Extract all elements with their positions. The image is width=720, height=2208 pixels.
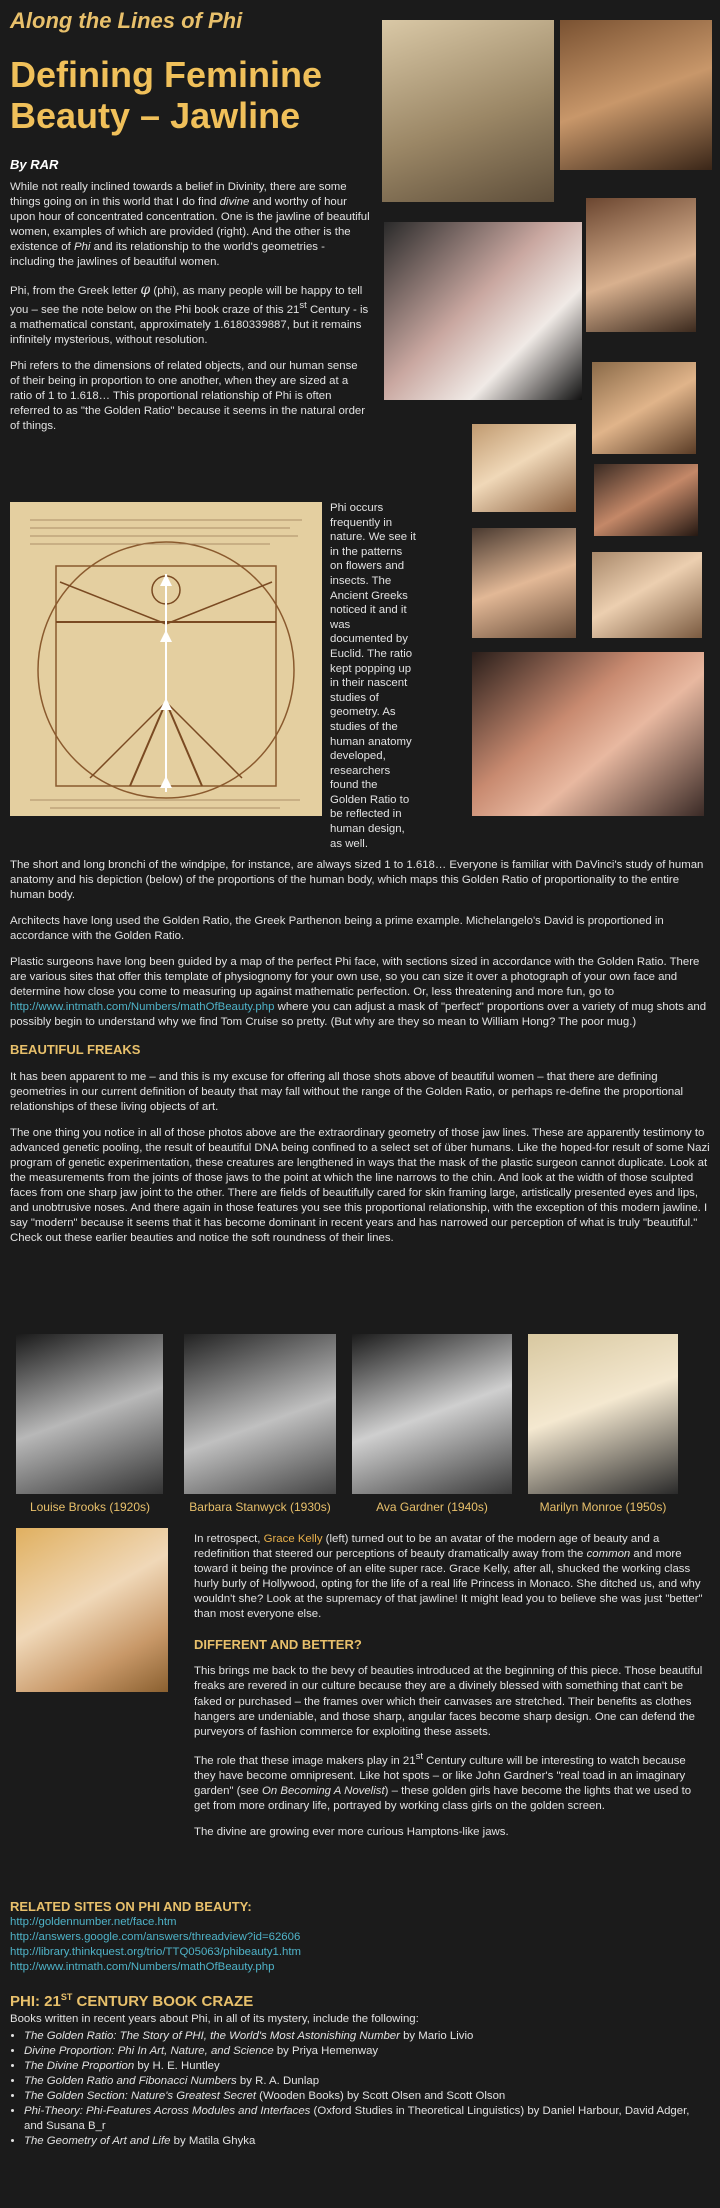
related-link-3[interactable]: http://library.thinkquest.org/trio/TTQ05063/phibeauty1.htm	[10, 1946, 302, 1959]
grace-kelly-photo	[16, 1528, 168, 1692]
barbara-stanwyck-photo	[184, 1334, 336, 1494]
caption-marilyn-monroe: Marilyn Monroe (1950s)	[539, 1500, 667, 1514]
grace-kelly-name: Grace Kelly	[263, 1533, 323, 1545]
paragraph-7: Plastic surgeons have long been guided by a map of the perfect Phi face, with sections sized in accordance with the Golden Ratio. There are various sites that offer this template of physiognomy for your own use, so you can size it over a photograph of your own face and determine how close you come to measuring up against mathematic perfection. Or, less threatening and more fun, go to http://www.intmath.com/Numbers/mathOfBeauty.php where you can adjust a mask of "perfect" proportions over a variety of mug shots and possibly begin to understand why we find Tom Cruise so pretty. (But why are they so mean to William Hong? The poor mug.)	[10, 956, 707, 1029]
book-list	[10, 2029, 710, 2149]
site-header: Along the Lines of Phi	[10, 8, 243, 33]
vitruvian-man-image	[10, 502, 322, 816]
model-photo-2	[560, 20, 712, 170]
grace-kelly-section	[194, 1532, 706, 1851]
caption-ava-gardner: Ava Gardner (1940s)	[376, 1500, 488, 1514]
list-item: • The Geometry of Art and Life by Matila Ghyka	[24, 2134, 710, 2149]
vitruvian-drawing-icon	[10, 502, 322, 816]
paragraph-5: The short and long bronchi of the windpipe, for instance, are always sized 1 to 1.618… Everyone is familiar with DaVinci's study of human anatomy and his depiction (below) of the proportions of the human body, which maps this Golden Ratio of proportionality to the entire human body.	[10, 859, 704, 902]
model-photo-1	[382, 20, 554, 202]
related-link-4[interactable]: http://www.intmath.com/Numbers/mathOfBeauty.php	[10, 1961, 275, 1974]
paragraph-6: Architects have long used the Golden Ratio, the Greek Parthenon being a prime example. Michelangelo's David is proportioned in accordance with the Golden Ratio.	[10, 915, 664, 943]
page-title: Defining Feminine Beauty – Jawline	[10, 54, 323, 137]
model-photo-8	[472, 528, 576, 638]
caption-louise-brooks: Louise Brooks (1920s)	[29, 1500, 151, 1514]
model-photo-7	[594, 464, 698, 536]
phi-in-nature-text: Phi occurs frequently in nature. We see it in the patterns on flowers and insects. The Ancient Greeks noticed it and it was documented by Euclid. The ratio kept popping up in their nascent studies of geometry. As studies of the human anatomy developed, researchers found the Golden Ratio to be reflected in human design, as well.	[330, 502, 416, 850]
math-of-beauty-link[interactable]: http://www.intmath.com/Numbers/mathOfBeauty.php	[10, 1001, 275, 1014]
model-photo-5	[592, 362, 696, 454]
book-craze	[10, 1992, 710, 2149]
book-craze-intro: Books written in recent years about Phi, in all of its mystery, include the following:	[10, 2012, 419, 2025]
model-photo-9	[592, 552, 702, 638]
section-heading-different: DIFFERENT AND BETTER?	[194, 1637, 362, 1653]
paragraph-8: It has been apparent to me – and this is my excuse for offering all those shots above of beautiful women – that there are defining geometries in our current definition of beauty that may fall without the range of the Golden Ratio, or perhaps re-define the proportional relationships of these living objects of art.	[10, 1070, 684, 1113]
paragraph-2: Phi, from the Greek letter φ (phi), as many people will be happy to tell you – see the note below on the Phi book craze of this 21st Century - is a mathematical constant, approximately 1.6180339887, but it remains infinitely mysterious, without resolution.	[10, 282, 369, 346]
list-item: • Divine Proportion: Phi In Art, Nature, and Science by Priya Hemenway	[24, 2044, 710, 2059]
paragraph-13: The divine are growing ever more curious Hamptons-like jaws.	[194, 1825, 509, 1838]
byline: By RAR	[10, 157, 59, 172]
paragraph-11: This brings me back to the bevy of beauties introduced at the beginning of this piece. Those beautiful freaks are revered in our culture because they are a divinely blessed with something that can't be faked or purchased – the frames over which their canvases are stretched. Their benefits as clothes hangers are undeniable, and those sharp, angular faces become sharp design. One can defend the purveyors of fashion commerce for exploiting these assets.	[194, 1665, 703, 1738]
book-craze-heading: PHI: 21ST CENTURY BOOK CRAZE	[10, 1992, 254, 2010]
paragraph-12: The role that these image makers play in 21st Century culture will be interesting to watch because they have become omnipresent. Like hot spots – or like John Gardner's "real toad in an imaginary garden" (see On Becoming A Novelist) – these golden girls have become the lights that we used to get from more ordinary life, portrayed by working class girls on the golden screen.	[194, 1750, 692, 1812]
article-body	[10, 858, 710, 1257]
list-item: • The Divine Proportion by H. E. Huntley	[24, 2059, 710, 2074]
related-sites	[10, 1898, 710, 1975]
model-photo-4	[586, 198, 696, 332]
model-photo-6	[472, 424, 576, 512]
related-sites-heading: RELATED SITES ON PHI AND BEAUTY:	[10, 1899, 252, 1914]
paragraph-10: In retrospect, Grace Kelly (left) turned out to be an avatar of the modern age of beauty and a redefinition that steered our perceptions of beauty dramatically away from the common and more toward it being the province of an elite super race. Grace Kelly, after all, shucked the working class hurly burly of Hollywood, opting for the life of a real life Princess in Monaco. She ditched us, and why wouldn't she? Look at the supremacy of that jawline! It might lead you to believe she was just "better" than most everyone else.	[194, 1533, 703, 1621]
list-item: • The Golden Ratio: The Story of PHI, the World's Most Astonishing Number by Mario Livio	[24, 2029, 710, 2044]
related-link-1[interactable]: http://goldennumber.net/face.htm	[10, 1916, 177, 1929]
marilyn-monroe-photo	[528, 1334, 678, 1494]
related-link-2[interactable]: http://answers.google.com/answers/threadview?id=62606	[10, 1931, 301, 1944]
paragraph-3: Phi refers to the dimensions of related objects, and our human sense of their being in proportion to one another, when they are sized at a ratio of 1 to 1.618… This proportional relationship of Phi is often referred to as "the Golden Ratio" because it seems in the natural order of things.	[10, 359, 366, 432]
phi-symbol: φ	[140, 282, 151, 299]
list-item: • Phi-Theory: Phi-Features Across Modules and Interfaces (Oxford Studies in Theoretical Linguistics) by Daniel Harbour, David Adger, and Susana B_r	[24, 2104, 710, 2134]
ava-gardner-photo	[352, 1334, 512, 1494]
section-heading-freaks: BEAUTIFUL FREAKS	[10, 1042, 141, 1058]
paragraph-1: While not really inclined towards a belief in Divinity, there are some things going on in this world that I do find divine and worthy of hour upon hour of concentrated concentration. One is the jawline of beautiful women, examples of which are provided (right). And the other is the existence of Phi and its relationship to the world's geometries - including the jawlines of beautiful women.	[10, 181, 370, 269]
model-photo-3	[384, 222, 582, 400]
list-item: • The Golden Ratio and Fibonacci Numbers by R. A. Dunlap	[24, 2074, 710, 2089]
intro-column	[10, 180, 370, 445]
louise-brooks-photo	[16, 1334, 163, 1494]
list-item: • The Golden Section: Nature's Greatest Secret (Wooden Books) by Scott Olsen and Scott Olson	[24, 2089, 710, 2104]
caption-barbara-stanwyck: Barbara Stanwyck (1930s)	[189, 1500, 331, 1514]
model-photo-10	[472, 652, 704, 816]
paragraph-9: The one thing you notice in all of those photos above are the extraordinary geometry of those jaw lines. These are apparently testimony to advanced genetic pooling, the result of beautiful DNA being confined to a select set of über humans. Like the hoped-for result of some Nazi program of genetic experimentation, these creatures are lengthened in ways that the mask of the plastic surgeon cannot duplicate. Look at the measurements from the joints of those jaws to the point at which the line narrows to the chin. And look at the width of those sculpted faces from one sharp jaw joint to the other. There are fields of beautifully cared for skin framing large, artistically presented eyes and lips, and unobtrusive noses. And there again in those features you see this proportional relationship, with the exception of this modern jawline. I say "modern" because it seems that it has become dominant in recent years and has narrowed our perception of what is truly "beautiful." Check out these earlier beauties and notice the soft roundness of their lines.	[10, 1126, 710, 1245]
